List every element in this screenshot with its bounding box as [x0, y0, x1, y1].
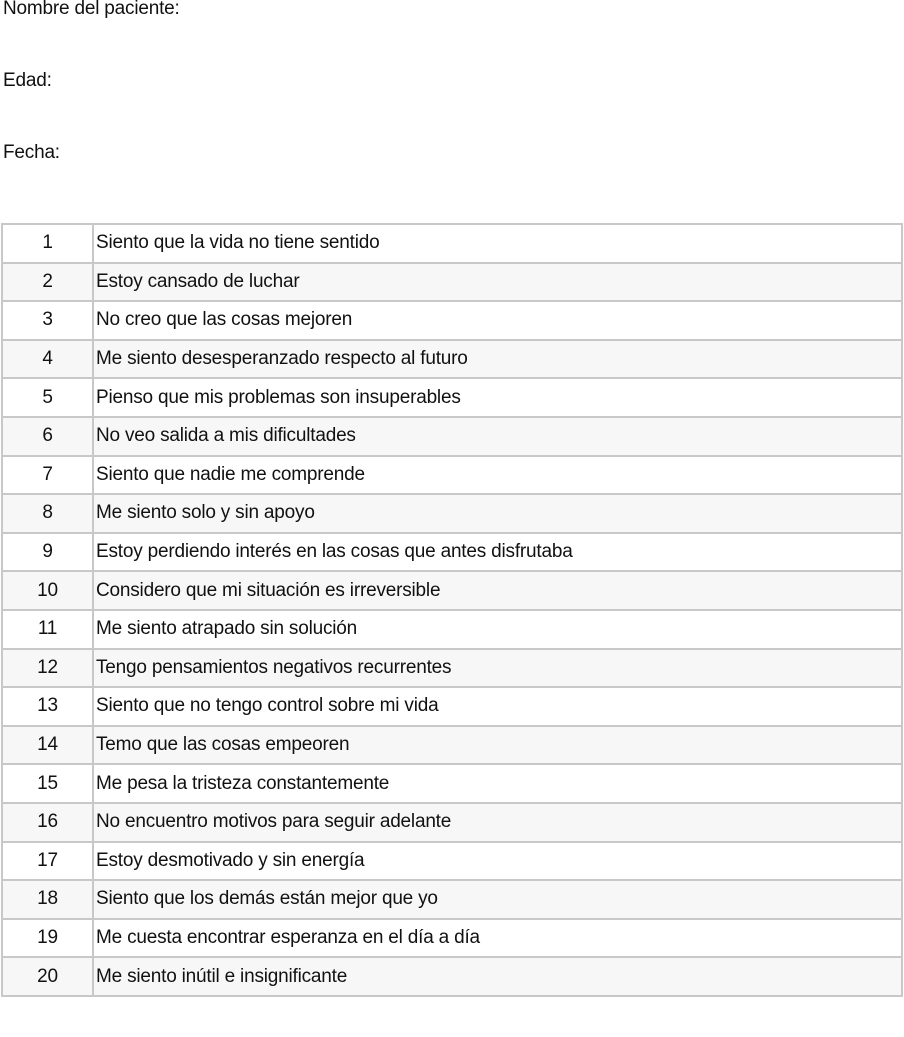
item-number: 17: [2, 842, 93, 881]
table-row: [2, 803, 902, 842]
item-number: 8: [2, 494, 93, 533]
date-label: Fecha:: [3, 142, 60, 163]
item-text: No encuentro motivos para seguir adelante: [93, 803, 902, 842]
table-row: [2, 726, 902, 765]
item-number: 15: [2, 764, 93, 803]
item-number: 9: [2, 533, 93, 572]
table-row: [2, 224, 902, 263]
table-row: [2, 263, 902, 302]
table-row: [2, 649, 902, 688]
item-number: 12: [2, 649, 93, 688]
item-text: Estoy desmotivado y sin energía: [93, 842, 902, 881]
age-label: Edad:: [3, 70, 52, 91]
item-number: 18: [2, 880, 93, 919]
table-row: [2, 957, 902, 996]
item-number: 2: [2, 263, 93, 302]
item-text: Me siento inútil e insignificante: [93, 957, 902, 996]
item-number: 16: [2, 803, 93, 842]
item-number: 10: [2, 571, 93, 610]
item-text: Siento que la vida no tiene sentido: [93, 224, 902, 263]
item-number: 3: [2, 301, 93, 340]
questionnaire-table: [1, 223, 903, 997]
item-text: Me cuesta encontrar esperanza en el día a día: [93, 919, 902, 958]
item-text: Me siento atrapado sin solución: [93, 610, 902, 649]
item-number: 6: [2, 417, 93, 456]
item-text: Pienso que mis problemas son insuperables: [93, 378, 902, 417]
item-number: 14: [2, 726, 93, 765]
table-row: [2, 533, 902, 572]
item-text: No creo que las cosas mejoren: [93, 301, 902, 340]
item-text: Siento que nadie me comprende: [93, 456, 902, 495]
table-row: [2, 301, 902, 340]
table-row: [2, 340, 902, 379]
item-text: Siento que los demás están mejor que yo: [93, 880, 902, 919]
item-text: Tengo pensamientos negativos recurrentes: [93, 649, 902, 688]
item-number: 13: [2, 687, 93, 726]
table-row: [2, 494, 902, 533]
table-row: [2, 842, 902, 881]
item-text: Siento que no tengo control sobre mi vida: [93, 687, 902, 726]
table-row: [2, 571, 902, 610]
item-text: Me siento solo y sin apoyo: [93, 494, 902, 533]
item-number: 19: [2, 919, 93, 958]
item-text: Estoy cansado de luchar: [93, 263, 902, 302]
item-text: Me pesa la tristeza constantemente: [93, 764, 902, 803]
table-row: [2, 687, 902, 726]
item-number: 20: [2, 957, 93, 996]
item-number: 11: [2, 610, 93, 649]
table-row: [2, 610, 902, 649]
item-text: No veo salida a mis dificultades: [93, 417, 902, 456]
table-row: [2, 456, 902, 495]
table-row: [2, 880, 902, 919]
item-number: 1: [2, 224, 93, 263]
item-text: Me siento desesperanzado respecto al futuro: [93, 340, 902, 379]
item-text: Estoy perdiendo interés en las cosas que antes disfrutaba: [93, 533, 902, 572]
item-number: 4: [2, 340, 93, 379]
table-row: [2, 378, 902, 417]
item-number: 5: [2, 378, 93, 417]
item-number: 7: [2, 456, 93, 495]
table-row: [2, 417, 902, 456]
patient-name-label: Nombre del paciente:: [3, 0, 180, 19]
item-text: Considero que mi situación es irreversible: [93, 571, 902, 610]
table-row: [2, 764, 902, 803]
item-text: Temo que las cosas empeoren: [93, 726, 902, 765]
table-row: [2, 919, 902, 958]
